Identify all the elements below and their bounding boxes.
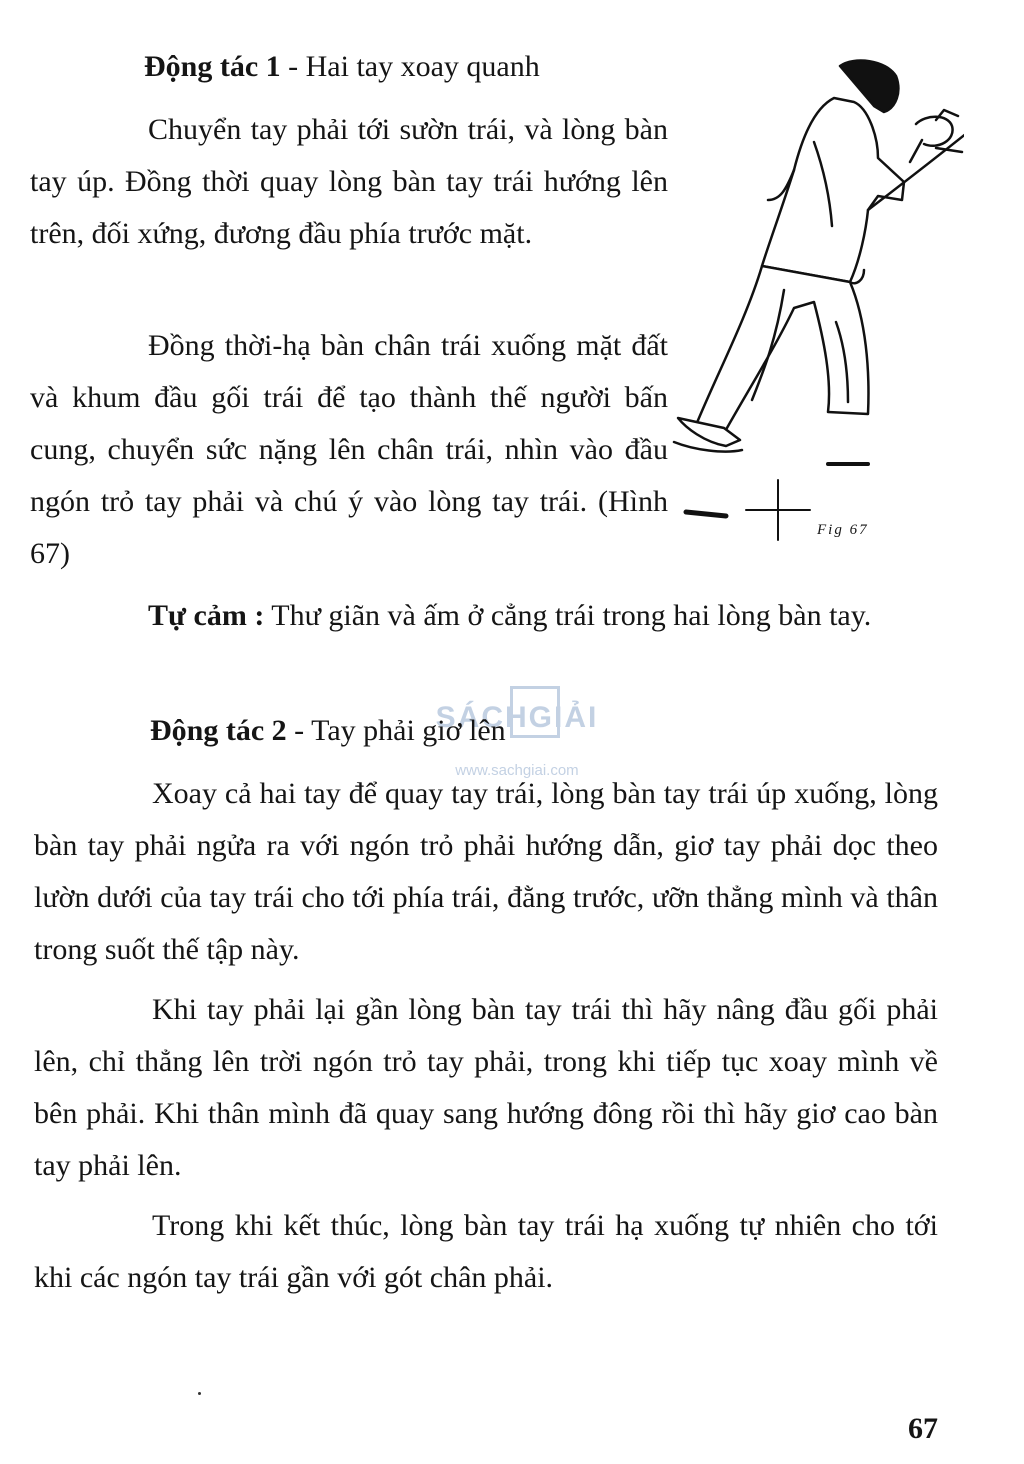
page-number: 67: [908, 1412, 938, 1445]
watermark-brand: SÁCHGIẢI: [435, 701, 599, 734]
watermark-url: www.sachgiai.com: [455, 762, 579, 779]
section2-paragraph-1: [34, 768, 938, 976]
section2-paragraph-2-text: Khi tay phải lại gần lòng bàn tay trái thì hãy nâng đầu gối phải lên, chỉ thẳng lên trời ngón trỏ tay phải, trong khi tiếp tục xoay mình về bên phải. Khi thân mình đã quay sang hướng đông rồi thì hãy giơ cao bàn tay phải lên.: [34, 993, 938, 1182]
section2-paragraph-3-text: Trong khi kết thúc, lòng bàn tay trái hạ xuống tự nhiên cho tới khi các ngón tay trái gần với gót chân phải.: [34, 1209, 938, 1294]
section1-title-bold: Động tác 1: [144, 50, 281, 83]
stray-mark: [198, 1392, 201, 1395]
self-feel-paragraph: [30, 590, 938, 642]
section2-paragraph-3: [34, 1200, 938, 1304]
section1-paragraph-1: [30, 104, 668, 260]
section1-paragraph-2: [30, 320, 668, 580]
self-feel-text: Thư giãn và ấm ở cẳng trái trong hai lòng bàn tay.: [264, 599, 872, 632]
figure-caption: Fig 67: [817, 522, 869, 538]
section1-title-rest: - Hai tay xoay quanh: [280, 50, 540, 83]
section2-paragraph-1-text: Xoay cả hai tay để quay tay trái, lòng bàn tay trái úp xuống, lòng bàn tay phải ngửa ra với ngón trỏ phải hướng dẫn, giơ tay phải dọc theo lườn dưới của tay trái cho tới phía trái, đằng trước, ưỡn thẳng mình và thân trong suốt thế tập này.: [34, 777, 938, 966]
section1-paragraph-2-text: Đồng thời-hạ bàn chân trái xuống mặt đất và khum đầu gối trái để tạo thành thế người bấn cung, chuyển sức nặng lên chân trái, nhìn vào đầu ngón trỏ tay phải và chú ý vào lòng tay trái. (Hình 67): [30, 329, 668, 570]
figure-67-illustration: [664, 50, 964, 570]
section2-heading: [150, 714, 506, 748]
section2-title-rest: - Tay phải giơ lên: [286, 714, 506, 747]
section1-paragraph-1-text: Chuyển tay phải tới sườn trái, và lòng bàn tay úp. Đồng thời quay lòng bàn tay trái hướng lên trên, đối xứng, đương đầu phía trước mặt.: [30, 113, 668, 250]
section2-paragraph-2: [34, 984, 938, 1192]
watermark-logo-box: [510, 686, 560, 738]
section1-heading: [144, 50, 540, 84]
self-feel-label: Tự cảm :: [148, 599, 265, 632]
section2-title-bold: Động tác 2: [150, 714, 287, 747]
